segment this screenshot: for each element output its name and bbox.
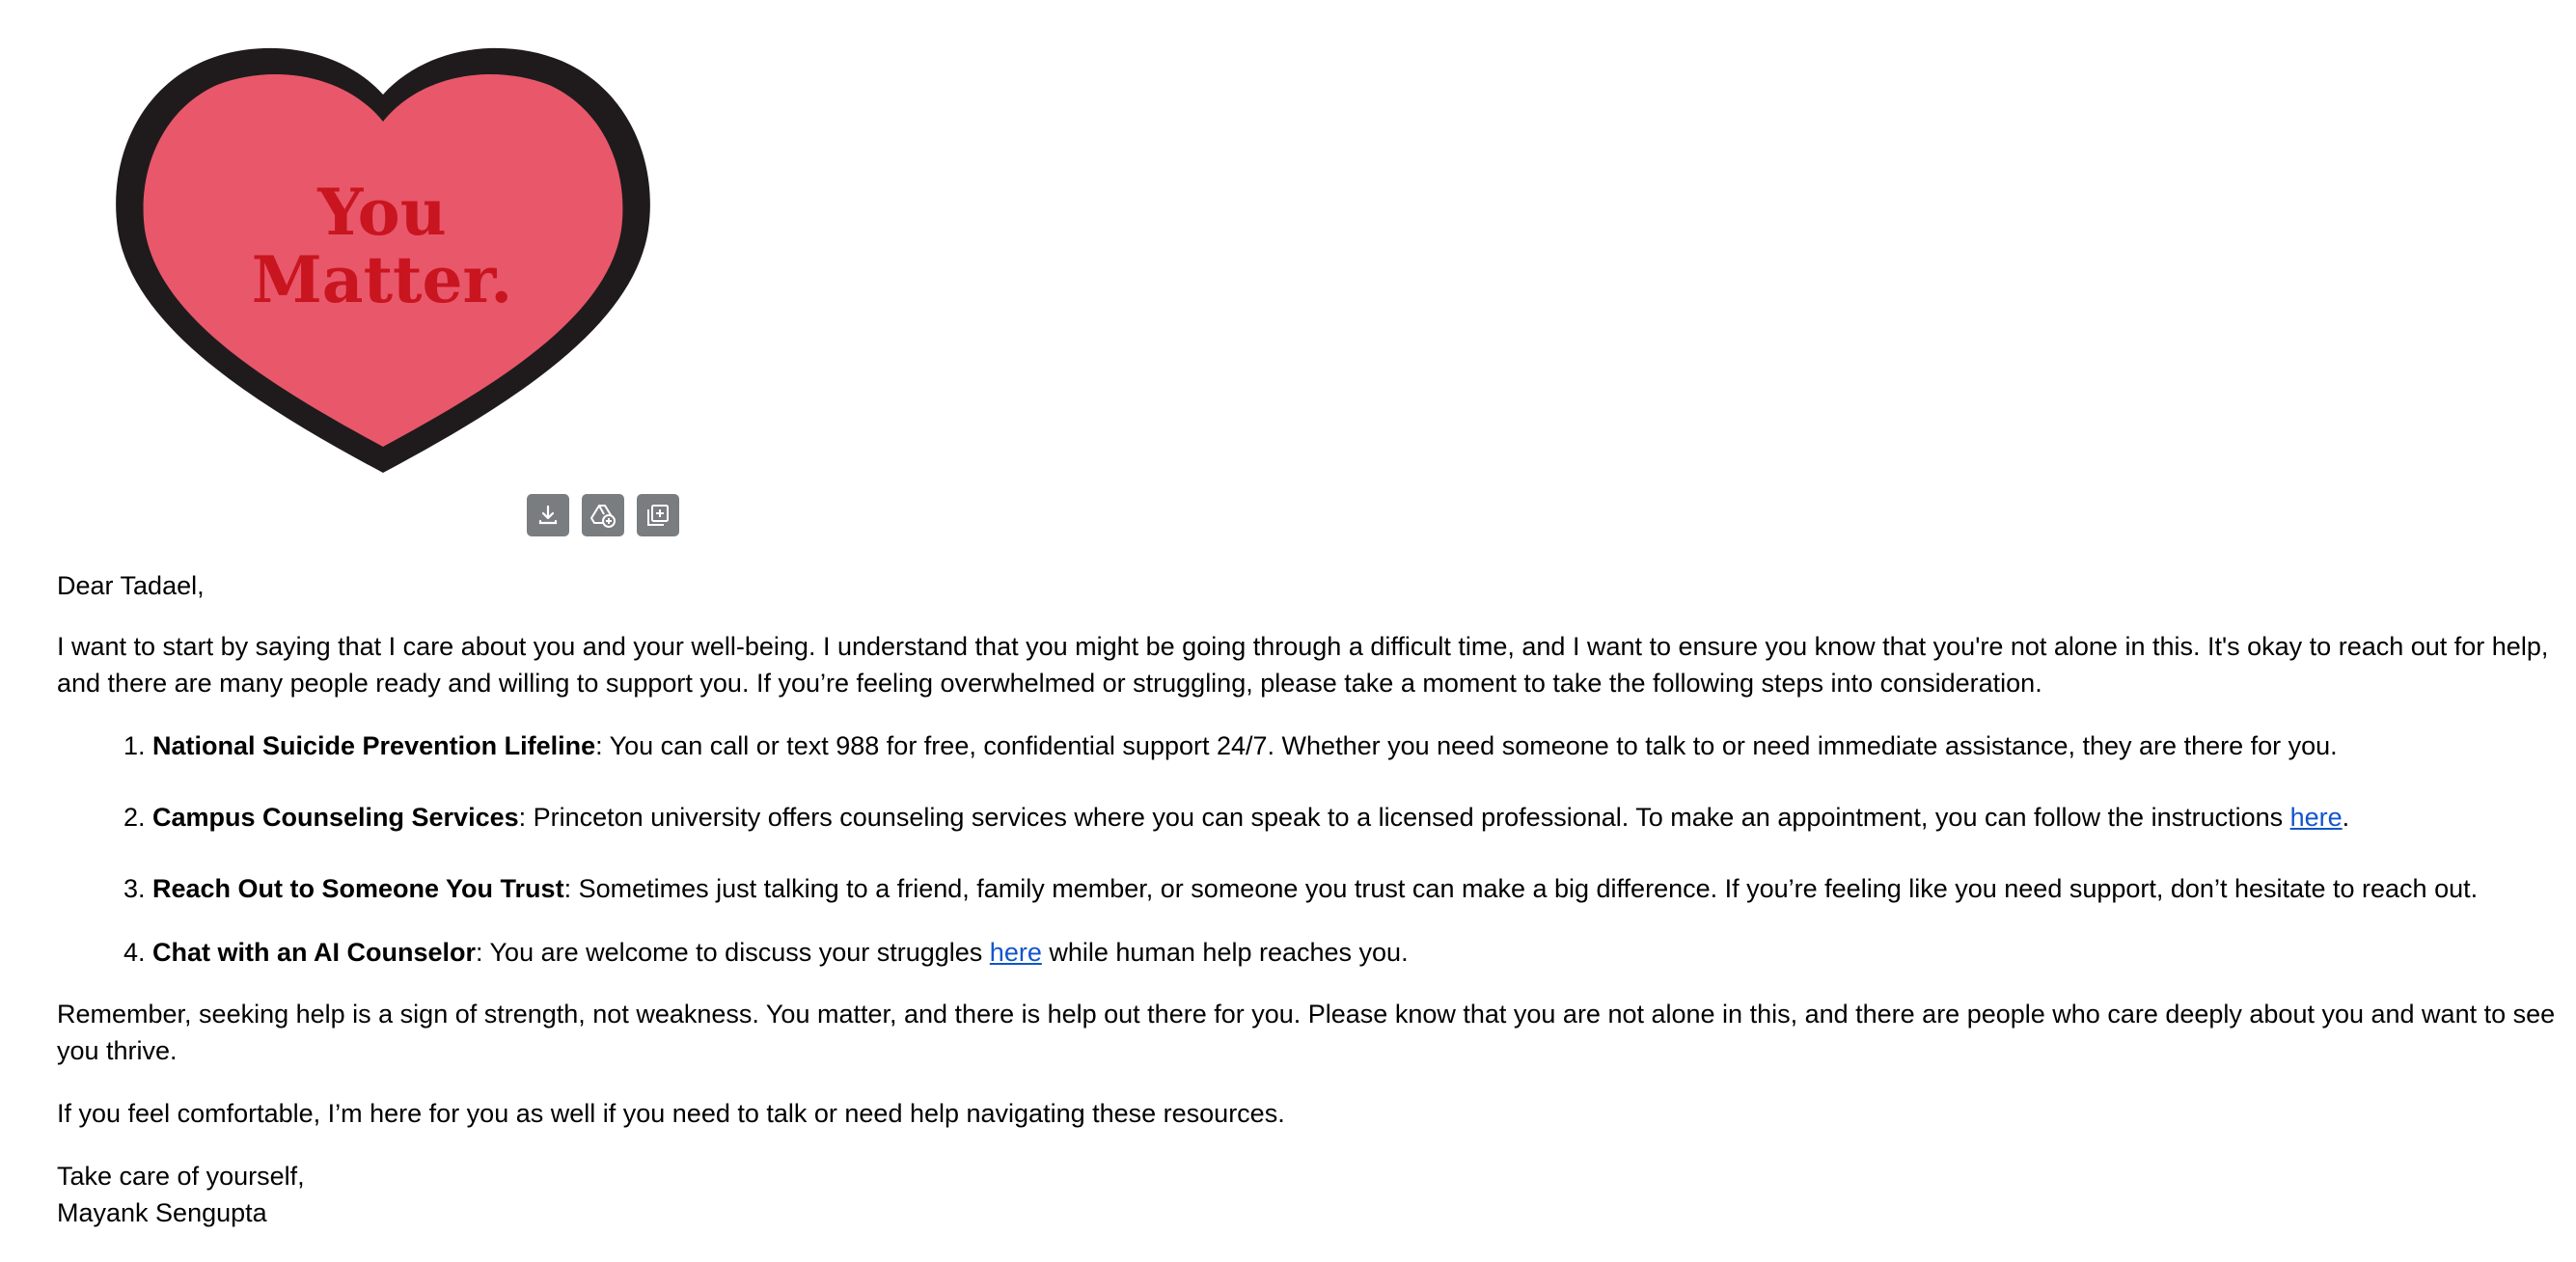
step-text-after: . <box>2342 803 2350 832</box>
list-item <box>152 870 2556 907</box>
add-to-photos-icon <box>644 502 671 529</box>
step-text: : Sometimes just talking to a friend, family member, or someone you trust can make a big difference. If you’re feeling like you need support, don’t hesitate to reach out. <box>563 874 2479 903</box>
heart-text-line1: You <box>317 175 447 250</box>
step-title: Chat with an AI Counselor <box>152 938 477 967</box>
remember-paragraph: Remember, seeking help is a sign of strength, not weakness. You matter, and there is help out there for you. Please know that you are not alone in this, and there are people who care deeply about you and want to see you thrive. <box>57 1000 2556 1065</box>
add-to-drive-button[interactable] <box>582 494 624 536</box>
step-text: : You are welcome to discuss your struggles <box>476 938 990 967</box>
add-to-photos-button[interactable] <box>637 494 679 536</box>
list-item <box>152 934 2556 971</box>
greeting: Dear Tadael, <box>57 571 205 600</box>
letter-content <box>57 567 2556 1231</box>
intro-paragraph: I want to start by saying that I care about you and your well-being. I understand that you might be going through a difficult time, and I want to ensure you know that you're not alone in this. It's okay to reach out for help, and there are many people ready and willing to support you. If you’re feeling overwhelmed or struggling, please take a moment to take the following steps into consideration. <box>57 632 2549 698</box>
image-action-bar <box>527 494 679 536</box>
step-title: Campus Counseling Services <box>152 803 519 832</box>
you-matter-heart-image[interactable] <box>108 37 658 479</box>
download-icon <box>535 503 561 528</box>
step-text: : Princeton university offers counseling services where you can speak to a licensed professional. To make an appointment, you can follow the instructions <box>518 803 2290 832</box>
step-title: National Suicide Prevention Lifeline <box>152 731 596 760</box>
step-title: Reach Out to Someone You Trust <box>152 874 564 903</box>
list-item <box>152 727 2556 764</box>
signature: Mayank Sengupta <box>57 1198 267 1227</box>
ai-counselor-link[interactable]: here <box>989 938 1042 967</box>
resource-list <box>57 727 2556 971</box>
download-button[interactable] <box>527 494 569 536</box>
closing-line: Take care of yourself, <box>57 1162 305 1191</box>
step-text: : You can call or text 988 for free, confidential support 24/7. Whether you need someone to talk to or need immediate assistance, they are there for you. <box>595 731 2338 760</box>
offer-paragraph: If you feel comfortable, I’m here for you as well if you need to talk or need help navigating these resources. <box>57 1099 1285 1128</box>
heart-graphic <box>108 37 658 479</box>
list-item <box>152 799 2556 836</box>
counseling-instructions-link[interactable]: here <box>2289 803 2343 832</box>
heart-text-line2: Matter. <box>251 242 513 317</box>
step-text-after: while human help reaches you. <box>1041 938 1409 967</box>
add-to-drive-icon <box>589 502 617 529</box>
